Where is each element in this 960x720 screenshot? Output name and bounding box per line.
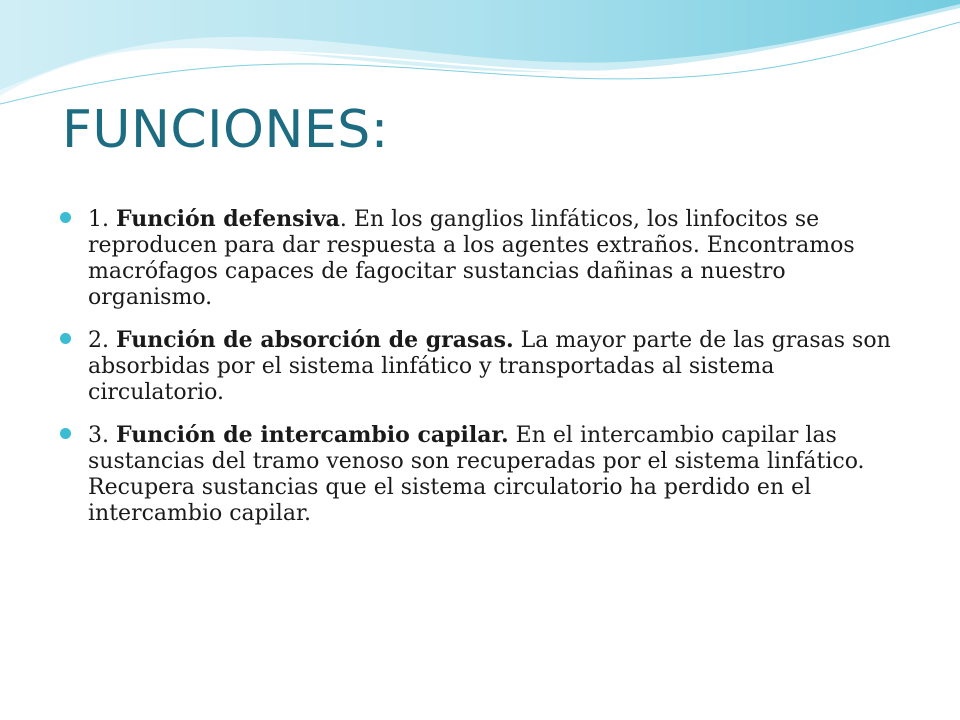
bullet-text: La mayor parte de las grasas son absorbidas por el sistema linfático y transportadas al sistema circulatorio. — [88, 328, 891, 405]
bullet-heading: Función de absorción de grasas. — [116, 327, 514, 353]
bullet-dot-icon — [60, 333, 71, 344]
bullet-dot-icon — [60, 212, 71, 223]
bullet-text: En el intercambio capilar las sustancias del tramo venoso son recuperadas por el sistema linfático. Recupera sustancias que el sistema circulatorio ha perdido en el intercambio capilar. — [88, 423, 865, 526]
bullet-number: 2. — [88, 328, 109, 353]
bullet-text: . En los ganglios linfáticos, los linfocitos se reproducen para dar respuesta a los agentes extraños. Encontramos macrófagos capaces de fagocitar sustancias dañinas a nuestro organismo. — [88, 207, 855, 310]
slide-title: FUNCIONES: — [62, 100, 389, 160]
bullet-heading: Función defensiva — [116, 206, 340, 232]
bullet-number: 3. — [88, 423, 109, 448]
bullet-dot-icon — [60, 428, 71, 439]
bullet-item-defensiva — [60, 206, 910, 311]
bullet-list — [60, 206, 910, 543]
bullet-item-absorcion — [60, 327, 910, 406]
bullet-heading: Función de intercambio capilar. — [116, 422, 509, 448]
bullet-item-intercambio — [60, 422, 910, 527]
bullet-number: 1. — [88, 207, 109, 232]
header-wave-decoration — [0, 0, 960, 110]
